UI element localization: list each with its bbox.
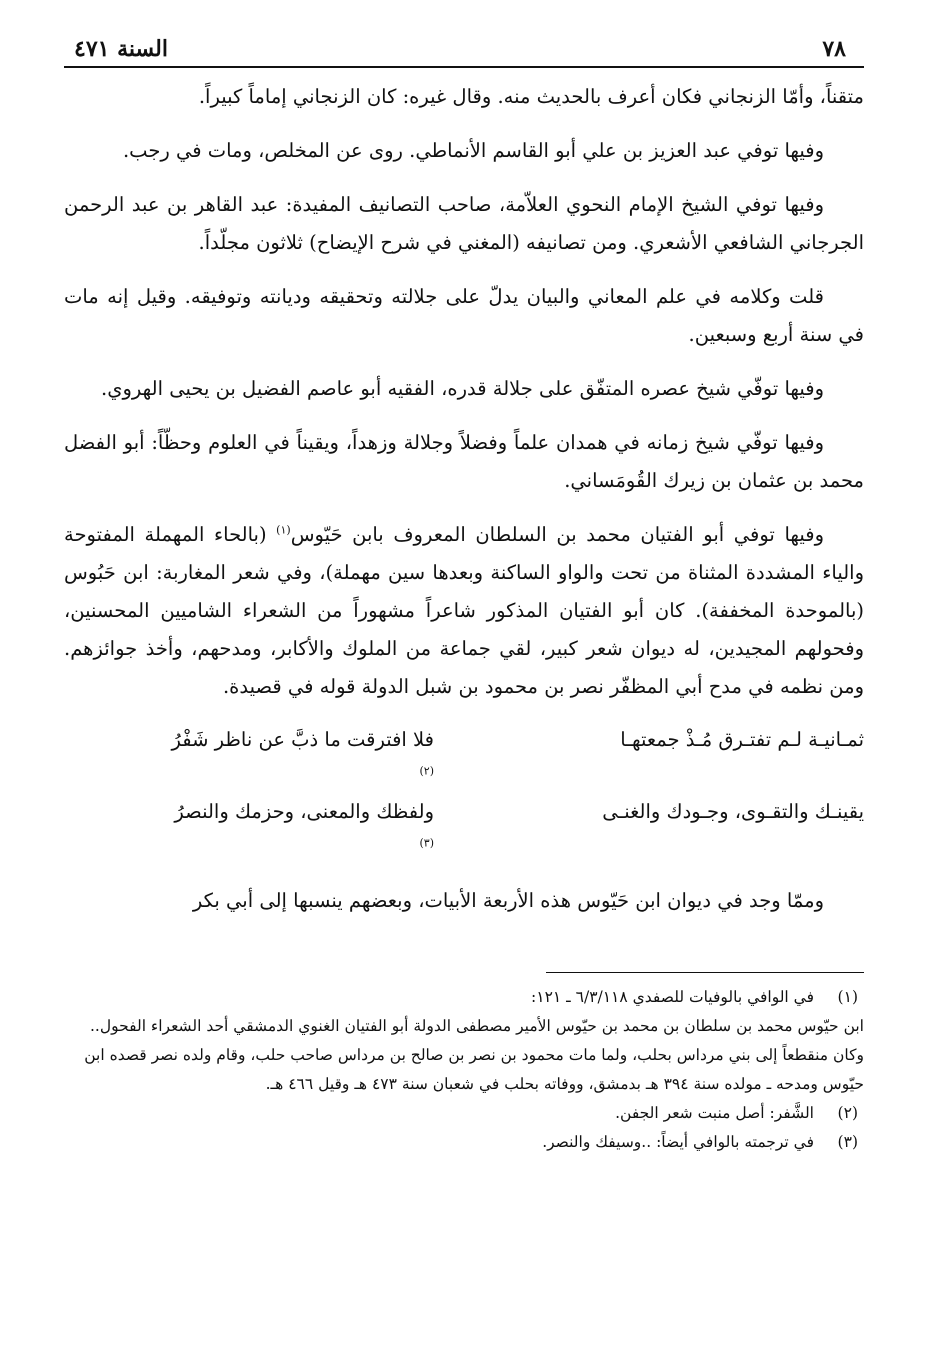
footnote-text: في الوافي بالوفيات للصفدي ٦/٣/١١٨ ـ ١٢١: [531,988,814,1006]
paragraph: متقناً، وأمّا الزنجاني فكان أعرف بالحديث منه. وقال غيره: كان الزنجاني إماماً كبيراً. [198,85,864,108]
footnote [64,1128,864,1157]
footnotes [64,983,864,1157]
footnote-text: في ترجمته بالوافي أيضاً: ..وسيفك والنصر. [542,1133,814,1151]
footnote-marker: (١) [276,523,291,537]
footnote-continuation: ابن حيّوس محمد بن سلطان بن محمد بن حيّوس الأمير مصطفى الدولة أبو الفتيان الغنوي الدمشقي أحد الشعراء الفحول.. وكان منقطعاً إلى بني مرداس بحلب، ولما مات محمود بن نصر بن صالح بن مرداس صاحب حلب، وقام ولده نصر قصده ابن حيّوس ومدحه ـ مولده سنة ٣٩٤ هـ بدمشق، ووفاته بحلب في شعبان سنة ٤٧٣ هـ وقيل ٤٦٦ هـ. [84,1017,864,1093]
poem [64,722,864,866]
paragraph: قلت وكلامه في علم المعاني والبيان يدلّ على جلالته وتحقيقه وديانته وتوفيقه. وقيل إنه مات في سنة أربع وسبعين. [64,285,864,346]
paragraph-start: وفيها توفي أبو الفتيان محمد بن السلطان المعروف بابن حَيّوس [290,523,824,546]
paragraph: وفيها توفّي شيخ زمانه في همدان علماً وفضلاً وجلالة وزهداً، ويقيناً في العلوم وحظّاً: أبو الفضل محمد بن عثمان بن زيرك القُومَساني. [64,431,864,492]
footnote [64,983,864,1012]
main-text [64,78,864,920]
verse-first-hemistich: ثمـانيـة لـم تفتـرق مُـذْ جمعتهـا [620,728,864,751]
paragraph: وفيها توفي عبد العزيز بن علي أبو القاسم الأنماطي. روى عن المخلص، ومات في رجب. [122,139,824,162]
running-title: السنة ٤٧١ [74,36,168,62]
page-number: ٧٨ [822,36,846,62]
paragraph [64,516,864,706]
verse-text: فلا افترقت ما ذبَّ عن ناظر شَفْرُ [171,728,434,751]
verse-line [64,794,864,866]
verse-text: ولفظك والمعنى، وحزمك والنصرُ [174,800,434,823]
footnote-divider [546,972,864,973]
verse-first-hemistich: يقينـك والتقـوى، وجـودك والغنـى [602,800,864,823]
footnote-number: (١) [837,988,858,1006]
footnote-number: (٣) [837,1133,858,1151]
verse-second-hemistich [64,794,434,866]
verse-second-hemistich [64,722,434,794]
book-page [64,26,864,1157]
footnote-marker: (٣) [419,836,434,850]
paragraph: وفيها توفي الشيخ الإمام النحوي العلاّمة، صاحب التصانيف المفيدة: عبد القاهر بن عبد الرحمن الجرجاني الشافعي الأشعري. ومن تصانيفه (المغني في شرح الإيضاح) ثلاثون مجلّداً. [64,193,864,254]
paragraph: وممّا وجد في ديوان ابن حَيّوس هذه الأربعة الأبيات، وبعضهم ينسبها إلى أبي بكر [192,889,824,912]
footnote-marker: (٢) [419,764,434,778]
footnote [64,1099,864,1128]
footnote-number: (٢) [837,1104,858,1122]
verse-line [64,722,864,794]
paragraph: وفيها توفّي شيخ عصره المتفّق على جلالة قدره، الفقيه أبو عاصم الفضيل بن يحيى الهروي. [101,377,824,400]
page-header [64,26,864,68]
footnote-text: الشَّفر: أصل منبت شعر الجفن. [615,1104,814,1122]
paragraph-rest: (بالحاء المهملة المفتوحة والياء المشددة المثناة من تحت والواو الساكنة وبعدها سين مهملة)، وفي شعر المغاربة: ابن حَبُوس (بالموحدة المخففة). كان أبو الفتيان المذكور شاعراً مشهوراً من الشعراء الشاميين المحسنين، وفحولهم المجيدين، له ديوان شعر كبير، لقي جماعة من الملوك والأكابر، ومدحهم، وأخذ جوائزهم. ومن نظمه في مدح أبي المظفّر نصر بن محمود بن شبل الدولة قوله في قصيدة. [64,523,864,698]
